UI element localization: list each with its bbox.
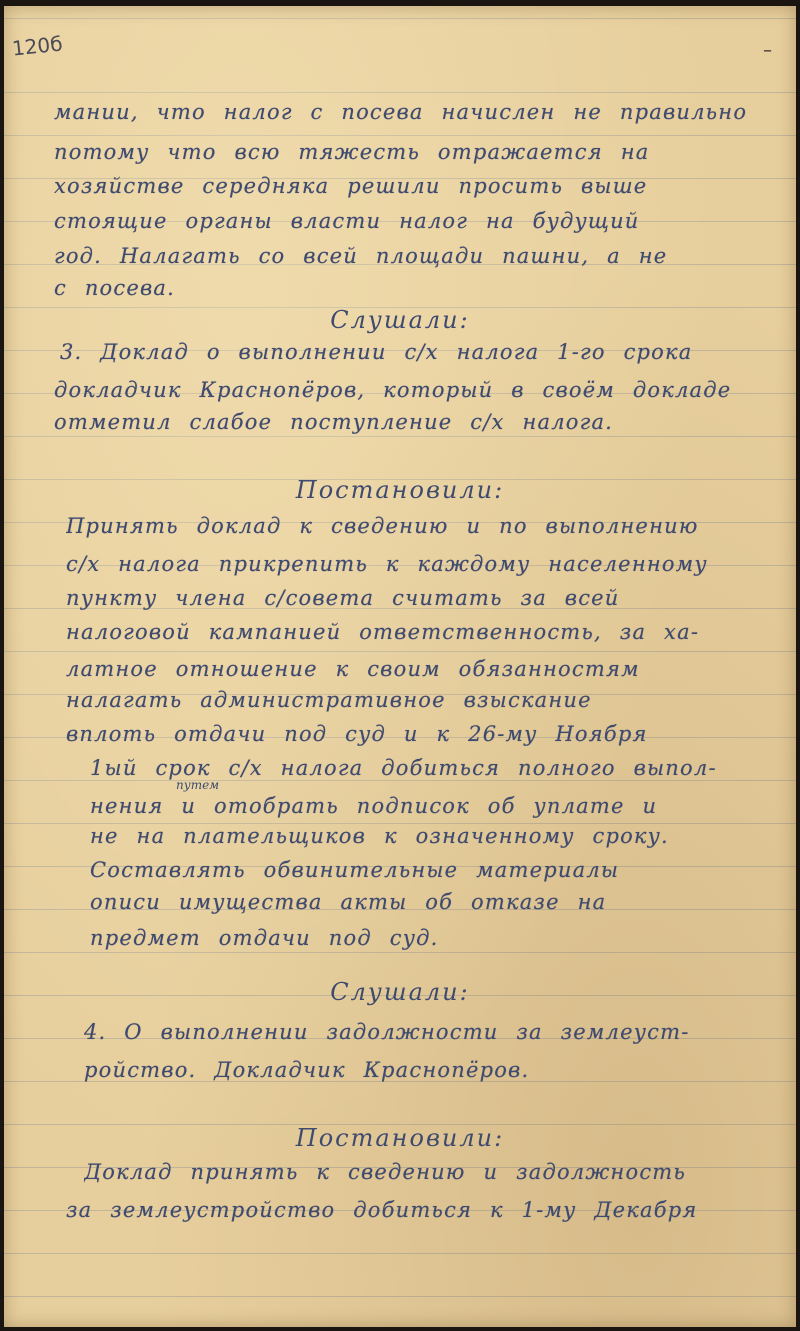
text-line: 3. Доклад о выполнении с/х налога 1-го срока <box>60 340 693 364</box>
text-line: налоговой кампанией ответственность, за ха- <box>66 620 700 644</box>
section-heading-resolved: Постановили: <box>295 476 505 504</box>
text-line: налагать административное взыскание <box>66 688 592 712</box>
text-line: 1ый срок с/х налога добиться полного выпол- <box>90 756 717 780</box>
text-line: предмет отдачи под суд. <box>90 926 439 950</box>
document-page <box>4 6 796 1327</box>
text-line: Доклад принять к сведению и задолжность <box>84 1160 687 1184</box>
text-line: мании, что налог с посева начислен не правильно <box>54 100 748 124</box>
text-line: вплоть отдачи под суд и к 26-му Ноября <box>66 722 648 746</box>
text-line: латное отношение к своим обязанностям <box>66 657 640 681</box>
text-line: нения и отобрать подписок об уплате и <box>90 794 658 818</box>
text-line: потому что всю тяжесть отражается на <box>54 140 650 164</box>
text-line: за землеустройство добиться к 1-му Декабря <box>66 1198 698 1222</box>
text-line: не на плательщиков к означенному сроку. <box>90 824 669 848</box>
text-line: докладчик Краснопёров, который в своём докладе <box>54 378 732 402</box>
page-number: 120б <box>10 31 64 61</box>
section-heading-heard: Слушали: <box>330 978 470 1006</box>
section-heading-heard: Слушали: <box>330 306 470 334</box>
text-line: стоящие органы власти налог на будущий <box>54 209 640 233</box>
insertion-note: путем <box>176 778 220 792</box>
text-line: описи имущества акты об отказе на <box>90 890 607 914</box>
text-line: год. Налагать со всей площади пашни, а не <box>54 244 668 268</box>
margin-mark: – <box>763 40 772 61</box>
text-line: пункту члена с/совета считать за всей <box>66 586 620 610</box>
text-line: Составлять обвинительные материалы <box>90 858 620 882</box>
text-line: хозяйстве середняка решили просить выше <box>54 174 648 198</box>
section-heading-resolved: Постановили: <box>295 1124 505 1152</box>
text-line: ройство. Докладчик Краснопёров. <box>84 1058 530 1082</box>
text-line: с посева. <box>54 276 176 300</box>
text-line: 4. О выполнении задолжности за землеуст- <box>84 1020 690 1044</box>
text-line: отметил слабое поступление с/х налога. <box>54 410 614 434</box>
text-line: с/х налога прикрепить к каждому населенному <box>66 552 708 576</box>
text-line: Принять доклад к сведению и по выполнению <box>66 514 699 538</box>
